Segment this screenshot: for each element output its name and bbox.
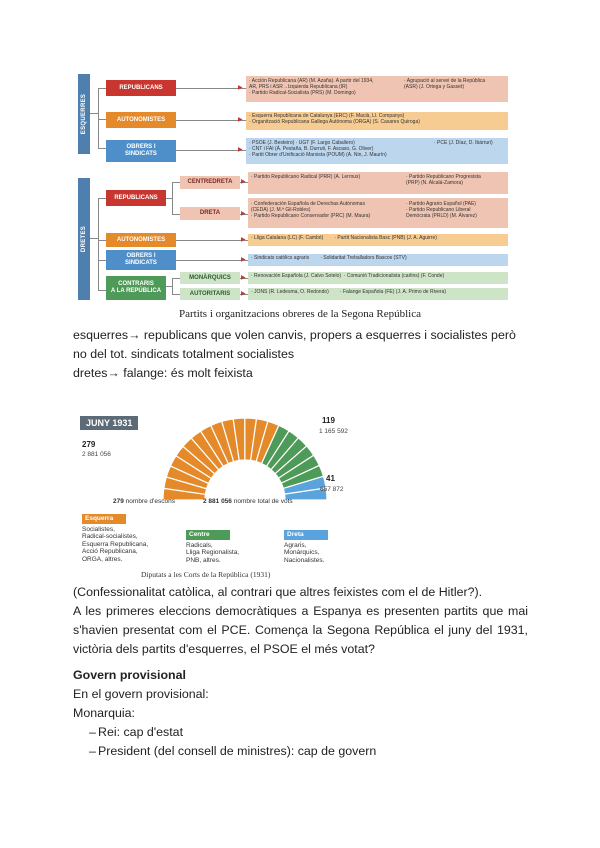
paragraph-confessionalitat: (Confessionalitat catòlica, al contrari que altres feixistes com el de Hitler?). (73, 585, 483, 599)
esq-autonomistes-box: AUTONOMISTES (106, 112, 176, 128)
monarquics-desc: · Renovación Española (J. Calvo Sotelo) · Comunió Tradicionalista (carlins) (F. Conde) (248, 272, 508, 284)
dreta-box: DRETA (180, 207, 240, 220)
dretes-label: DRETES (78, 178, 90, 300)
paragraph-eleccions: A les primeres eleccions democràtiques a Espanya es presenten partits que mai s'havien presentat com el PCE. Comença la Segona República el juny del 1931, victòria dels partits d'esquerres, el PSOE el més votat? (73, 604, 528, 656)
legend-dreta-members: Agraris, Monàrquics, Nacionalistes. (284, 542, 325, 564)
centre-votes: 1 165 592 (319, 428, 348, 435)
note-dretes: dretes→ falange: és molt feixista (73, 366, 253, 380)
esq-obrers-box: OBRERS I SINDICATS (106, 140, 176, 162)
esq-autonomistes-desc: · Esquerra Republicana de Catalunya (ERC) (F. Macià, Ll. Companys) · Organització Republicana Gallega Autònoma (ORGA) (S. Casares Quiroga) (246, 112, 508, 130)
esq-obrers-desc: · PSOE (J. Besteiro) · UGT (F. Largo Caballero) · CNT i FAI (Á. Pestaña, B. Durruti, F. Ascaso, G. Oliver) · Partit Obrer d'Unificació Marxista (POUM) (A. Nin, J. Maurín) · PCE (J. Díaz, D. Ibárruri) (246, 138, 508, 164)
chart-title: JUNY 1931 (80, 416, 138, 430)
legend-dreta: Dreta (284, 530, 328, 540)
paragraph-monarquia: Monarquia: (73, 706, 135, 720)
roles-list (73, 723, 528, 761)
paragraph-govern: En el govern provisional: (73, 687, 209, 701)
dreta-seats: 41 (326, 474, 335, 483)
esquerra-seats: 279 (82, 440, 96, 449)
legend-centre-members: Radicals, Lliga Regionalista, PNB, altres. (186, 542, 240, 564)
dre-obrers-box: OBRERS I SINDICATS (106, 250, 176, 270)
legend-esquerra-members: Socialistes, Radical-socialistes, Esquerra Republicana, Acció Republicana, ORGA, altres. (82, 526, 149, 563)
autoritaris-desc: · JONS (R. Ledesma, O. Redondo) · Falange Española (FE) (J. A. Primo de Rivera) (248, 288, 508, 300)
esq-republicans-desc: · Acción Republicana (AR) (M. Azaña). A partir del 1934, AR, PRS i ASR→Izquierda Republicana (IR) · Partido Radical-Socialista (PRS) (M. Domingo) · Agrupació al servei de la República (ASR) (J. Ortega y Gasset) (246, 76, 508, 102)
centre-seats: 119 (322, 416, 335, 425)
centredreta-desc: · Partido Republicano Radical (PRR) (A. Lerroux) · Partido Republicano Progresista (PRP) (N. Alcalá-Zamora) (248, 172, 508, 194)
dreta-votes: 657 872 (320, 486, 344, 493)
dre-obrers-desc: · Sindicats catòlics agraris · Solidaritat Treballadors Bascos (STV) (248, 254, 508, 266)
esquerres-label: ESQUERRES (78, 74, 90, 154)
monarquics-box: MONÀRQUICS (180, 272, 240, 284)
legend-esquerra: Esquerra (82, 514, 126, 524)
esquerra-votes: 2 881 056 (82, 451, 111, 458)
dre-autonomistes-desc: · Lliga Catalana (LC) (F. Cambó) · Partit Nacionalista Basc (PNB) (J. A. Aguirre) (248, 234, 508, 246)
autoritaris-box: AUTORITARIS (180, 288, 240, 300)
dre-autonomistes-box: AUTONOMISTES (106, 233, 176, 247)
note-esquerres: esquerres→ republicans que volen canvis, propers a esquerres i socialistes però no del tot. sindicats totalment socialistes (73, 328, 516, 361)
chart-caption: Diputats a les Corts de la República (1931) (141, 570, 271, 579)
esq-republicans-box: REPUBLICANS (106, 80, 176, 96)
section-heading: Govern provisional (73, 668, 186, 682)
dre-republicans-box: REPUBLICANS (106, 190, 166, 206)
parties-diagram: ESQUERRES REPUBLICANS ▶ · Acción Republicana (AR) (M. Azaña). A partir del 1934, AR, PRS i ASR→Izquierda Republicana (IR) · Partido Radical-Socialista (PRS) (M. Domingo) · Agrupació al servei de la República (ASR) (J. Ortega y Gasset) AUTONOMISTES ▶ · Esquerra Republicana de Catalunya (ERC) (F. Macià, Ll. Companys) · Organització Republicana Gallega Autònoma (ORGA) (S. Casares Quiroga) OBRERS I SINDICATS ▶ · PSOE (J. Besteiro) · UGT (F. Largo Caballero) · CNT i FAI (Á. Pestaña, B. Durruti, F. Ascaso, G. Oliver) · Partit Obrer d'Unificació Marxista (POUM) (A. Nin, J. Maurín) · PCE (J. Díaz, D. Ibárruri) DRETES REPUBLICANS CENTREDRETA ▶ · Partido Republicano Radical (PRR) (A. Lerroux) · Partido Republicano Progresista (PRP) (N. Alcalá-Zamora) DRETA ▶ · Confederación Española de Derechas Autónomas (CEDA) (J. M.ª Gil-Robles) · Partido Republicano Conservador (PRC) (M. Maura) · Partido Agrario Español (PAE) · Partido Republicano Liberal Demócrata (PRLD) (M. Álvarez) AUTONOMISTES ▶ · Lliga Catalana (LC) (F. Cambó) · Partit Nacionalista Basc (PNB) (J. A. Aguirre) OBRERS I SINDICATS ▶ · Sindicats catòlics agraris · Solidaritat Treballadors Bascos (STV) CONTRARIS A LA REPÚBLICA MONÀRQUICS ▶ · Renovación Española (J. Calvo Sotelo) · Comunió Tradicionalista (carlins) (F. Conde) AUTORITARIS ▶ · JONS (R. Ledesma, O. Redondo) · Falange Española (FE) (J. A. Primo de Rivera) (78, 66, 524, 306)
contraris-box: CONTRARIS A LA REPÚBLICA (106, 276, 166, 300)
centredreta-box: CENTREDRETA (180, 176, 240, 189)
seats-legend: 279 nombre d'escons (113, 498, 175, 505)
list-item: – President (del consell de ministres): cap de govern (73, 742, 528, 761)
votes-legend: 2 881 056 nombre total de vots (203, 498, 293, 505)
list-item: – Rei: cap d'estat (73, 723, 528, 742)
legend-centre: Centre (186, 530, 230, 540)
dreta-desc: · Confederación Española de Derechas Autónomas (CEDA) (J. M.ª Gil-Robles) · Partido Republicano Conservador (PRC) (M. Maura) · Partido Agrario Español (PAE) · Partido Republicano Liberal Demócrata (PRLD) (M. Álvarez) (248, 198, 508, 228)
diagram-caption: Partits i organitzacions obreres de la Segona República (178, 308, 422, 320)
